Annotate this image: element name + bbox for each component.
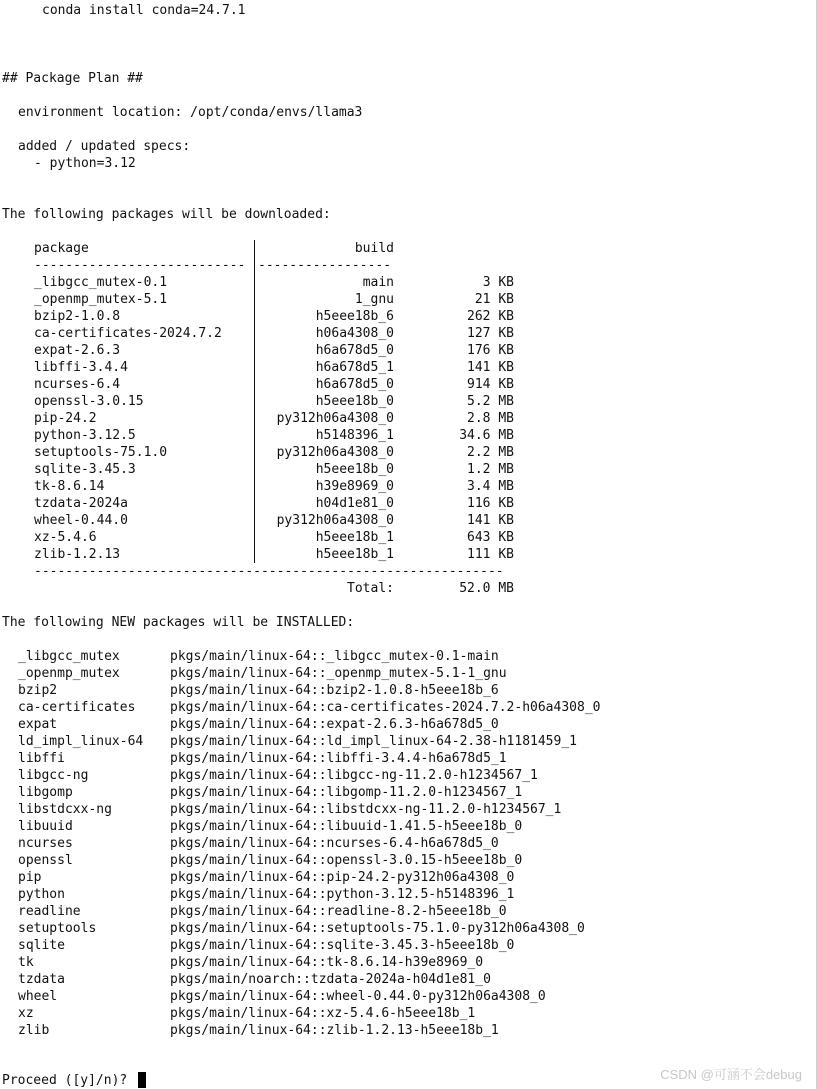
size-cell: 2.8 MB	[467, 411, 514, 426]
watermark-text: CSDN @可涵不会debug	[660, 1067, 802, 1082]
size-cell: 2.2 MB	[467, 445, 514, 460]
build-cell: h39e8969_0	[315, 479, 394, 494]
install-package-name: setuptools	[18, 921, 97, 936]
build-cell: py312h06a4308_0	[276, 513, 394, 528]
build-cell: h6a678d5_1	[315, 360, 394, 375]
install-package-source: pkgs/main/linux-64::bzip2-1.0.8-h5eee18b_6	[170, 683, 499, 698]
size-cell: 111 KB	[467, 547, 514, 562]
install-package-name: tzdata	[18, 972, 65, 987]
build-cell: h5eee18b_0	[315, 462, 394, 477]
install-package-source: pkgs/main/linux-64::openssl-3.0.15-h5eee18b_0	[170, 853, 523, 868]
table-header-package: package	[34, 241, 89, 256]
install-package-source: pkgs/main/linux-64::zlib-1.2.13-h5eee18b_1	[170, 1023, 499, 1038]
table-separator-left: ---------------------------	[34, 258, 246, 273]
install-package-name: libuuid	[18, 819, 73, 834]
install-package-source: pkgs/main/linux-64::_libgcc_mutex-0.1-main	[170, 649, 499, 664]
package-cell: tk-8.6.14	[34, 479, 105, 494]
install-package-name: bzip2	[18, 683, 58, 698]
build-cell: h5eee18b_1	[315, 530, 394, 545]
size-cell: 1.2 MB	[467, 462, 514, 477]
size-cell: 3.4 MB	[467, 479, 514, 494]
size-cell: 141 KB	[467, 513, 514, 528]
install-package-name: readline	[18, 904, 81, 919]
install-package-name: libgcc-ng	[18, 768, 89, 783]
table-bottom-separator: ------------------------------------------------------------	[34, 564, 504, 579]
build-cell: h04d1e81_0	[315, 496, 394, 511]
package-cell: python-3.12.5	[34, 428, 136, 443]
size-cell: 643 KB	[467, 530, 514, 545]
size-cell: 176 KB	[467, 343, 514, 358]
install-package-source: pkgs/main/linux-64::xz-5.4.6-h5eee18b_1	[170, 1006, 476, 1021]
install-package-source: pkgs/main/linux-64::_openmp_mutex-5.1-1_gnu	[170, 666, 507, 681]
build-cell: 1_gnu	[354, 292, 394, 307]
table-column-divider	[254, 240, 255, 563]
proceed-prompt: Proceed ([y]/n)?	[2, 1073, 128, 1088]
package-cell: setuptools-75.1.0	[34, 445, 168, 460]
size-cell: 262 KB	[467, 309, 514, 324]
size-cell: 116 KB	[467, 496, 514, 511]
install-package-source: pkgs/main/linux-64::libstdcxx-ng-11.2.0-h1234567_1	[170, 802, 562, 817]
install-package-name: ca-certificates	[18, 700, 136, 715]
package-cell: sqlite-3.45.3	[34, 462, 136, 477]
size-cell: 3 KB	[482, 275, 514, 290]
build-cell: h5148396_1	[315, 428, 394, 443]
size-cell: 141 KB	[467, 360, 514, 375]
size-cell: 5.2 MB	[467, 394, 514, 409]
specs-heading: added / updated specs:	[18, 139, 191, 154]
package-cell: wheel-0.44.0	[34, 513, 128, 528]
install-package-source: pkgs/main/linux-64::setuptools-75.1.0-py312h06a4308_0	[170, 921, 585, 936]
install-package-name: ncurses	[18, 836, 73, 851]
install-package-source: pkgs/main/linux-64::python-3.12.5-h5148396_1	[170, 887, 515, 902]
install-package-source: pkgs/main/linux-64::tk-8.6.14-h39e8969_0	[170, 955, 484, 970]
table-header-build: build	[354, 241, 394, 256]
install-package-name: wheel	[18, 989, 58, 1004]
install-package-name: libgomp	[18, 785, 73, 800]
install-package-source: pkgs/main/noarch::tzdata-2024a-h04d1e81_0	[170, 972, 491, 987]
package-cell: libffi-3.4.4	[34, 360, 128, 375]
install-package-source: pkgs/main/linux-64::libffi-3.4.4-h6a678d5_1	[170, 751, 507, 766]
package-cell: bzip2-1.0.8	[34, 309, 121, 324]
install-package-source: pkgs/main/linux-64::ld_impl_linux-64-2.38-h1181459_1	[170, 734, 577, 749]
size-cell: 914 KB	[467, 377, 514, 392]
install-package-name: expat	[18, 717, 58, 732]
top-command-line: conda install conda=24.7.1	[42, 3, 246, 18]
install-package-source: pkgs/main/linux-64::expat-2.6.3-h6a678d5_0	[170, 717, 499, 732]
install-package-name: sqlite	[18, 938, 65, 953]
total-value: 52.0 MB	[459, 581, 514, 596]
size-cell: 127 KB	[467, 326, 514, 341]
install-package-source: pkgs/main/linux-64::readline-8.2-h5eee18b_0	[170, 904, 507, 919]
install-package-name: zlib	[18, 1023, 50, 1038]
build-cell: h06a4308_0	[315, 326, 394, 341]
package-cell: ncurses-6.4	[34, 377, 121, 392]
install-package-source: pkgs/main/linux-64::ca-certificates-2024.7.2-h06a4308_0	[170, 700, 601, 715]
build-cell: h6a678d5_0	[315, 343, 394, 358]
build-cell: main	[362, 275, 394, 290]
download-heading: The following packages will be downloaded:	[2, 207, 331, 222]
install-package-name: libffi	[18, 751, 65, 766]
install-package-name: python	[18, 887, 65, 902]
table-separator-right: -----------------	[258, 258, 392, 273]
build-cell: h5eee18b_0	[315, 394, 394, 409]
install-package-name: _libgcc_mutex	[18, 649, 120, 664]
size-cell: 34.6 MB	[459, 428, 514, 443]
install-package-name: _openmp_mutex	[18, 666, 120, 681]
install-heading: The following NEW packages will be INSTALLED:	[2, 615, 355, 630]
package-cell: zlib-1.2.13	[34, 547, 121, 562]
build-cell: h5eee18b_1	[315, 547, 394, 562]
install-package-source: pkgs/main/linux-64::pip-24.2-py312h06a4308_0	[170, 870, 515, 885]
install-package-name: openssl	[18, 853, 73, 868]
install-package-source: pkgs/main/linux-64::wheel-0.44.0-py312h06a4308_0	[170, 989, 546, 1004]
environment-location-line: environment location: /opt/conda/envs/llama3	[18, 105, 363, 120]
package-cell: _openmp_mutex-5.1	[34, 292, 168, 307]
build-cell: h5eee18b_6	[315, 309, 394, 324]
install-package-source: pkgs/main/linux-64::libuuid-1.41.5-h5eee18b_0	[170, 819, 523, 834]
package-cell: tzdata-2024a	[34, 496, 128, 511]
install-package-name: libstdcxx-ng	[18, 802, 112, 817]
package-cell: xz-5.4.6	[34, 530, 97, 545]
build-cell: py312h06a4308_0	[276, 445, 394, 460]
install-package-name: tk	[18, 955, 34, 970]
size-cell: 21 KB	[474, 292, 514, 307]
install-package-name: ld_impl_linux-64	[18, 734, 144, 749]
install-package-source: pkgs/main/linux-64::sqlite-3.45.3-h5eee18b_0	[170, 938, 515, 953]
package-cell: expat-2.6.3	[34, 343, 121, 358]
install-package-name: pip	[18, 870, 42, 885]
install-package-source: pkgs/main/linux-64::libgomp-11.2.0-h1234567_1	[170, 785, 523, 800]
package-cell: pip-24.2	[34, 411, 97, 426]
package-cell: _libgcc_mutex-0.1	[34, 275, 168, 290]
cursor-block[interactable]	[138, 1072, 146, 1088]
install-package-source: pkgs/main/linux-64::libgcc-ng-11.2.0-h1234567_1	[170, 768, 538, 783]
build-cell: py312h06a4308_0	[276, 411, 394, 426]
spec-item: - python=3.12	[34, 156, 136, 171]
install-package-source: pkgs/main/linux-64::ncurses-6.4-h6a678d5_0	[170, 836, 499, 851]
build-cell: h6a678d5_0	[315, 377, 394, 392]
install-package-name: xz	[18, 1006, 34, 1021]
package-cell: ca-certificates-2024.7.2	[34, 326, 222, 341]
package-cell: openssl-3.0.15	[34, 394, 144, 409]
package-plan-heading: ## Package Plan ##	[2, 71, 143, 86]
total-label: Total:	[347, 581, 394, 596]
